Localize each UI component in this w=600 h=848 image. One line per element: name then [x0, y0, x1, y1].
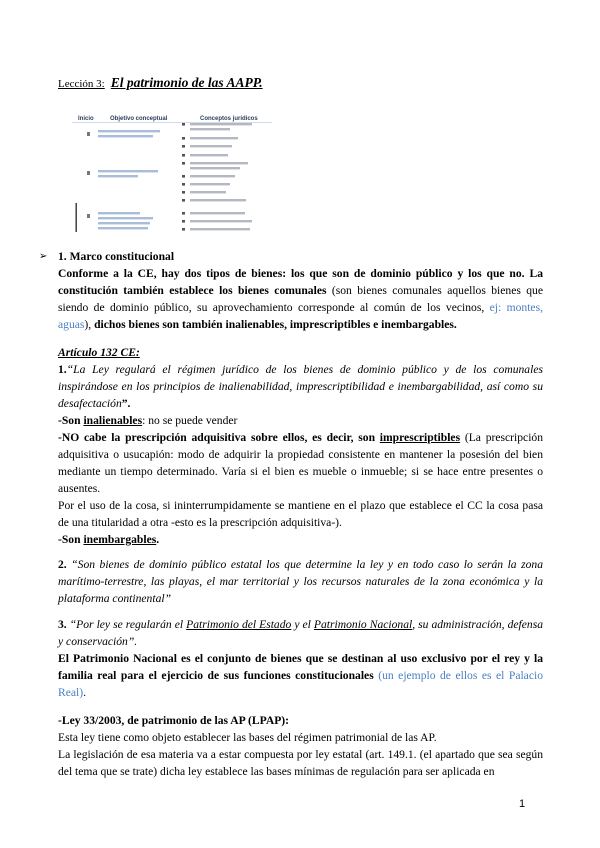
inembargables-rest: . — [156, 533, 160, 546]
table-item-marker — [182, 123, 185, 126]
table-text-line — [190, 145, 232, 147]
point-1-end: ”. — [121, 397, 131, 410]
lpap-paragraph-2: La legislación de esa materia va a estar compuesta por ley estatal (art. 149.1. (el apartado que sea según del tema que se trate) dicha ley establece las bases mínimas de regulación para ser aplicada en — [58, 748, 543, 778]
article-point-1 — [58, 361, 543, 412]
table-text-line — [98, 212, 140, 214]
table-text-line — [190, 123, 252, 125]
intro-example-blue: ej: montes, aguas — [58, 301, 543, 331]
table-text-line — [190, 128, 230, 130]
arrow-bullet-icon: ➢ — [39, 251, 48, 262]
pn-definition-bold: El Patrimonio Nacional es el conjunto de bienes que se destinan al uso exclusivo por el rey y la familia real para el ejercicio de sus funciones constitucionales — [58, 652, 543, 682]
table-item-marker — [182, 228, 185, 231]
point-3-quote-3: , su administración, defensa y conservación”. — [58, 618, 543, 648]
table-text-line — [98, 130, 160, 132]
table-text-line — [190, 154, 228, 156]
uso-paragraph: Por el uso de la cosa, si ininterrumpidamente se mantiene en el plazo que establece el CC la cosa pasa de una titularidad a otra -esto es la prescripción adquisitiva-). — [58, 499, 543, 529]
table-header-objetivo: Objetivo conceptual — [110, 116, 168, 122]
intro-normal-2: ), — [84, 318, 92, 331]
intro-paragraph — [58, 265, 543, 333]
inembargables-term: inembargables — [83, 533, 157, 546]
table-middle-column — [98, 130, 160, 229]
table-row-number — [87, 214, 90, 218]
imprescriptibles-paragraph — [58, 429, 543, 497]
table-text-line — [98, 175, 138, 177]
concept-table-image — [72, 112, 272, 233]
inembargables-line — [58, 531, 543, 548]
table-item-marker — [182, 199, 185, 202]
table-item-marker — [182, 154, 185, 157]
lpap-heading — [58, 712, 543, 729]
table-item-marker — [182, 220, 185, 223]
table-header-inicio: Inicio — [78, 116, 94, 122]
inalienables-prefix: -Son — [58, 414, 84, 427]
section-heading-text: 1. Marco constitucional — [58, 250, 175, 263]
table-text-line — [190, 183, 230, 185]
table-row-number — [87, 171, 90, 175]
intro-bold-1: Conforme a la CE, hay dos tipos de bienes: los que son de dominio público y los que no. La constitución también establece los bienes comunales — [58, 267, 543, 297]
table-text-line — [190, 162, 248, 164]
point-3-quote-2: y el — [291, 618, 314, 631]
lesson-name: El patrimonio de las AAPP. — [110, 75, 263, 90]
lpap-paragraph-1: Esta ley tiene como objeto establecer las bases del régimen patrimonial de las AP. — [58, 731, 437, 744]
intro-normal-1: (son bienes comunales aquellos bienes que siendo de dominio público, su aprovechamiento corresponde al común de los vecinos, — [58, 284, 543, 314]
table-header-conceptos: Conceptos jurídicos — [200, 116, 258, 122]
inalienables-rest: : no se puede vender — [142, 414, 238, 427]
table-item-marker — [182, 212, 185, 215]
table-text-line — [190, 212, 245, 214]
article-point-2 — [58, 556, 543, 607]
table-item-marker — [182, 137, 185, 140]
pn-definition-end: . — [83, 686, 87, 699]
inalienables-term: inalienables — [83, 414, 143, 427]
table-left-border — [76, 203, 77, 232]
lpap-heading-text: -Ley 33/2003, de patrimonio de las AP (LPAP): — [58, 714, 290, 727]
table-text-line — [190, 167, 240, 169]
article-point-3 — [58, 616, 543, 650]
page-content — [39, 74, 544, 780]
table-item-marker — [182, 162, 185, 165]
table-item-marker — [182, 175, 185, 178]
inalienables-line — [58, 412, 543, 429]
table-text-line — [98, 227, 148, 229]
point-1-number: 1. — [58, 363, 67, 376]
point-2-number: 2. — [58, 558, 67, 571]
table-row-number — [87, 132, 90, 136]
table-text-line — [190, 175, 235, 177]
table-text-line — [98, 217, 153, 219]
patrimonio-nacional-term: Patrimonio Nacional — [313, 618, 413, 631]
intro-bold-2: dichos bienes son también inalienables, imprescriptibles e inembargables. — [91, 318, 457, 331]
table-right-markers — [182, 123, 185, 231]
imprescriptibles-term: imprescriptibles — [379, 431, 461, 444]
table-text-line — [190, 199, 246, 201]
point-2-quote: “Son bienes de dominio público estatal los que determine la ley y en todo caso lo serán la zona marítimo-terrestre, las playas, el mar territorial y los recursos naturales de la zona económica y la plataforma continental” — [58, 558, 543, 605]
table-item-marker — [182, 183, 185, 186]
table-text-line — [190, 228, 250, 230]
patrimonio-estado-term: Patrimonio del Estado — [186, 618, 292, 631]
table-text-line — [190, 220, 252, 222]
table-text-line — [98, 135, 153, 137]
pn-example-blue: (un ejemplo de ellos es el Palacio Real) — [58, 669, 543, 699]
point-1-quote: “La Ley regulará el régimen jurídico de los bienes de dominio público y de los comunales inspirándose en los principios de inalienabilidad, imprescriptibilidad e inembargabilidad, así como su desafectación — [58, 363, 543, 410]
table-text-line — [190, 137, 238, 139]
lesson-title — [58, 74, 543, 91]
table-text-line — [98, 170, 158, 172]
concept-table-graphic — [72, 112, 272, 233]
table-text-line — [190, 191, 226, 193]
point-3-number: 3. — [58, 618, 67, 631]
patrimonio-nacional-definition — [58, 650, 543, 701]
imprescriptibles-prefix: -NO cabe la prescripción adquisitiva sobre ellos, es decir, son — [58, 431, 380, 444]
article-heading — [58, 344, 543, 361]
inembargables-prefix: -Son — [58, 533, 84, 546]
table-item-marker — [182, 191, 185, 194]
table-text-line — [98, 222, 150, 224]
imprescriptibles-rest: (La prescripción adquisitiva o usucapión: modo de adquirir la propiedad consistente en mantener la posesión del bien mediante un tiempo determinado. Varía si el bien es mueble o inmueble; si se hace entre presentes o ausentes. — [58, 431, 544, 495]
article-heading-text: Artículo 132 CE: — [58, 346, 140, 359]
section-heading-marco-constitucional — [39, 248, 543, 265]
table-right-column — [190, 123, 252, 230]
page-number: 1 — [519, 798, 526, 810]
lesson-number: Lección 3: — [58, 78, 105, 90]
table-item-marker — [182, 145, 185, 148]
point-3-quote-1: “Por ley se regularán el — [66, 618, 187, 631]
